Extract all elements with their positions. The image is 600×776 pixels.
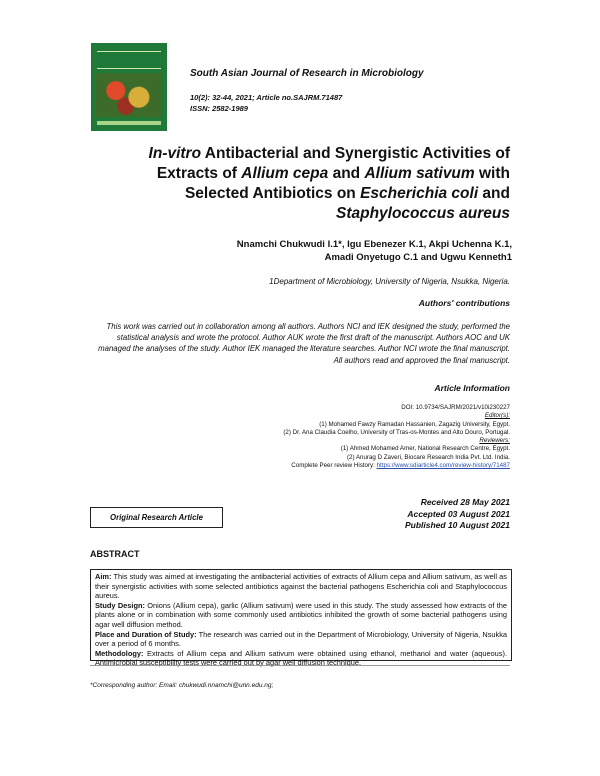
title-line2c: and: [328, 165, 365, 182]
reviewers-label: Reviewers:: [479, 437, 510, 445]
abstract-heading: ABSTRACT: [90, 549, 140, 559]
reviewer-1: (1) Ahmed Mohamed Amer, National Research Centre, Egypt.: [340, 445, 510, 453]
article-info-heading: Article Information: [434, 383, 510, 393]
place-label: Place and Duration of Study:: [95, 629, 197, 639]
published-date: Published 10 August 2021: [404, 520, 510, 530]
abstract-text: [95, 572, 507, 668]
abstract-aim: [95, 572, 507, 601]
journal-citation: 10(2): 32-44, 2021; Article no.SAJRM.71487: [190, 93, 343, 102]
abstract-design: [95, 601, 507, 630]
design-label: Study Design:: [95, 600, 145, 610]
title-allium-sativum: Allium sativum: [364, 165, 475, 182]
contributions-text: This work was carried out in collaboration among all authors. Authors NCI and IEK designed the study, performed the statistical analysis and wrote the protocol. Author AUK wrote the first draft of the manuscript. Authors AOC and UK managed the analyses of the study. Author IEK managed the literature searches. Author NCI wrote the final manuscript. All authors read and approved the final manuscript.: [98, 322, 510, 365]
review-history: [160, 462, 510, 470]
corresponding-author-footnote: *Corresponding author: Email: chukwudi.nnamchi@unn.edu.ng;: [90, 682, 274, 689]
cover-title-band: [97, 51, 161, 69]
received-date: Received 28 May 2021: [420, 497, 510, 507]
journal-cover-image: [91, 43, 167, 131]
aim-text: This study was aimed at investigating the antibacterial activities of extracts of Allium cepa and Allium sativum, as well as their synergistic activities with some selected antibiotics against the bacterial pathogens Escherichia coli and Staphylococcus aureus.: [95, 572, 507, 601]
method-label: Methodology:: [95, 648, 144, 658]
authors-line1: Nnamchi Chukwudi I.1*, Igu Ebenezer K.1, Akpi Uchenna K.1,: [236, 239, 512, 250]
title-ecoli: Escherichia coli: [360, 185, 479, 202]
doi: DOI: 10.9734/SAJRM/2021/v10i230227: [401, 404, 510, 411]
contributions-heading: Authors' contributions: [418, 298, 510, 308]
editor-2: (2) Dr. Ana Claudia Coelho, University of Tras-os-Montes and Alto Douro, Portugal.: [283, 428, 510, 436]
review-history-link[interactable]: https://www.sdiarticle4.com/review-history/71487: [376, 462, 510, 470]
affiliation: 1Department of Microbiology, University of Nigeria, Nsukka, Nigeria.: [269, 277, 510, 286]
aim-label: Aim:: [95, 572, 112, 581]
design-text: Onions (Allium cepa), garlic (Allium sativum) were used in this study. The study assessed how extracts of the plants alone or in combination with some commonly used antibiotics inhibited the growth of some bacterial pathogens using agar well diffusion method.: [95, 600, 508, 629]
title-line2a: Extracts of: [156, 165, 242, 182]
article-type-box: Original Research Article: [90, 507, 223, 528]
accepted-date: Accepted 03 August 2021: [407, 508, 510, 519]
dates-block: [350, 497, 510, 532]
cover-photo: [96, 73, 162, 117]
reviewer-2: (2) Anurag D Zaveri, Biocare Research India Pvt. Ltd. India.: [346, 453, 510, 461]
article-info-block: [160, 404, 510, 470]
footnote-divider: [90, 665, 510, 666]
paper-title: [70, 144, 510, 224]
author-list: [120, 238, 512, 264]
cover-footer-bar: [97, 121, 161, 125]
method-text: Extracts of Allium cepa and Allium sativum were obtained using ethanol, methanol and water (aqueous). Antimicrobial susceptibility tests were carried out by agar well diffusion technique.: [95, 648, 507, 668]
journal-issn: ISSN: 2582-1989: [190, 104, 248, 113]
abstract-box: [90, 569, 512, 668]
review-history-label: Complete Peer review History:: [291, 462, 377, 470]
editors-label: Editor(s):: [484, 412, 510, 420]
title-line3c: and: [478, 185, 510, 202]
title-line1: Antibacterial and Synergistic Activities of: [201, 145, 510, 162]
abstract-place: [95, 630, 507, 649]
title-saureus: Staphylococcus aureus: [335, 205, 510, 222]
journal-name: South Asian Journal of Research in Microbiology: [190, 68, 424, 79]
title-allium-cepa: Allium cepa: [241, 165, 329, 182]
place-text: The research was carried out in the Department of Microbiology, University of Nigeria, Nsukka over a period of 6 months.: [95, 629, 508, 649]
authors-line2: Amadi Onyetugo C.1 and Ugwu Kenneth1: [324, 252, 512, 263]
title-line2e: with: [474, 165, 510, 182]
editor-1: (1) Mohamed Fawzy Ramadan Hassanien, Zagazig University, Egypt.: [319, 420, 510, 428]
title-invitro: In-vitro: [148, 145, 202, 162]
title-line3a: Selected Antibiotics on: [184, 185, 361, 202]
